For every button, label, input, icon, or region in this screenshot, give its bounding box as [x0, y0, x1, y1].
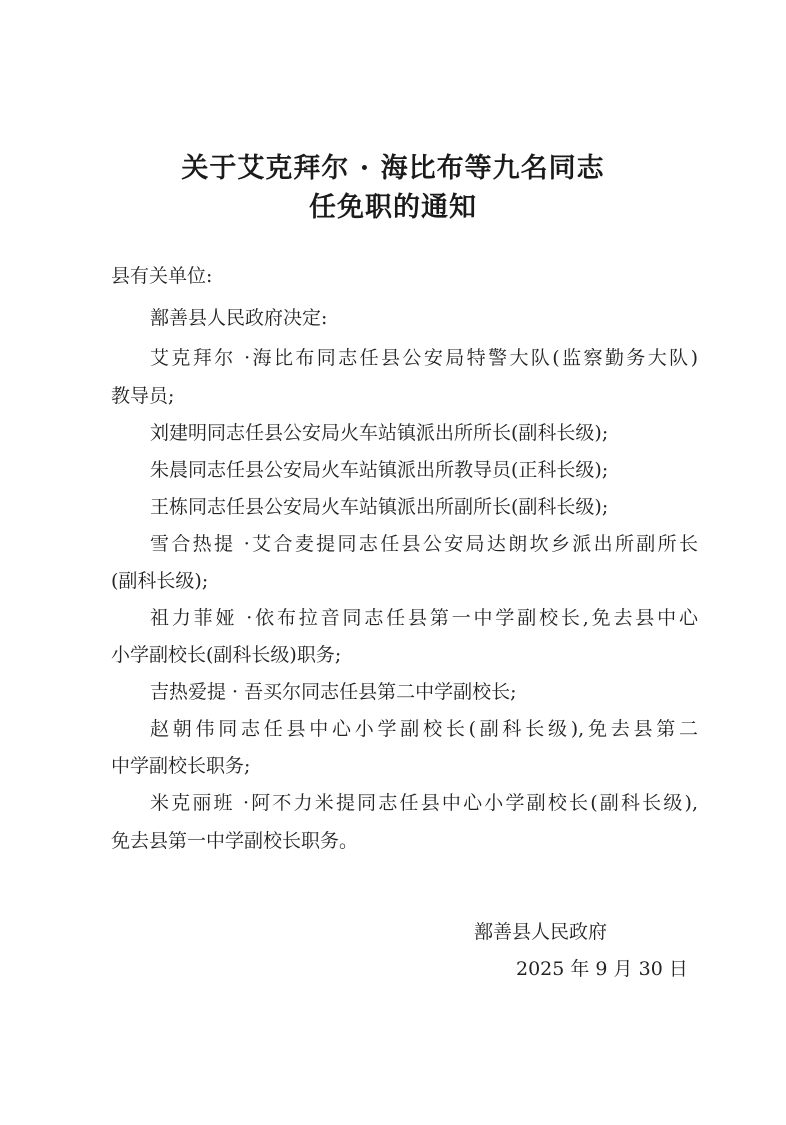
appointment-8-line-1: 赵朝伟同志任县中心小学副校长(副科长级),免去县第二 — [150, 718, 698, 740]
appointment-2-line-1: 刘建明同志任县公安局火车站镇派出所所长(副科长级); — [150, 422, 609, 444]
salutation: 县有关单位: — [111, 265, 213, 287]
appointment-1-line-1: 艾克拜尔 ·海比布同志任县公安局特警大队(监察勤务大队) — [150, 347, 698, 369]
appointment-9-line-2: 免去县第一中学副校长职务。 — [111, 830, 359, 852]
document-title-line-1: 关于艾克拜尔 · 海比布等九名同志 — [181, 153, 605, 184]
appointment-3-line-1: 朱晨同志任县公安局火车站镇派出所教导员(正科长级); — [150, 459, 609, 481]
appointment-5-line-1: 雪合热提 ·艾合麦提同志任县公安局达朗坎乡派出所副所长 — [150, 533, 698, 555]
appointment-5-line-2: (副科长级); — [111, 570, 209, 592]
signature-org: 鄯善县人民政府 — [474, 921, 608, 943]
appointment-6-line-1: 祖力菲娅 ·依布拉音同志任县第一中学副校长,免去县中心 — [150, 607, 698, 629]
signature-date: 2025 年 9 月 30 日 — [516, 958, 688, 980]
document-title-line-2: 任免职的通知 — [309, 192, 477, 223]
intro-line: 鄯善县人民政府决定: — [150, 307, 328, 329]
appointment-1-line-2: 教导员; — [111, 385, 175, 407]
appointment-9-line-1: 米克丽班 ·阿不力米提同志任县中心小学副校长(副科长级), — [150, 792, 698, 814]
appointment-4-line-1: 王栋同志任县公安局火车站镇派出所副所长(副科长级); — [150, 496, 609, 518]
appointment-7-line-1: 吉热爱提 · 吾买尔同志任县第二中学副校长; — [150, 681, 517, 703]
appointment-8-line-2: 中学副校长职务; — [111, 755, 251, 777]
appointment-6-line-2: 小学副校长(副科长级)职务; — [111, 644, 342, 666]
